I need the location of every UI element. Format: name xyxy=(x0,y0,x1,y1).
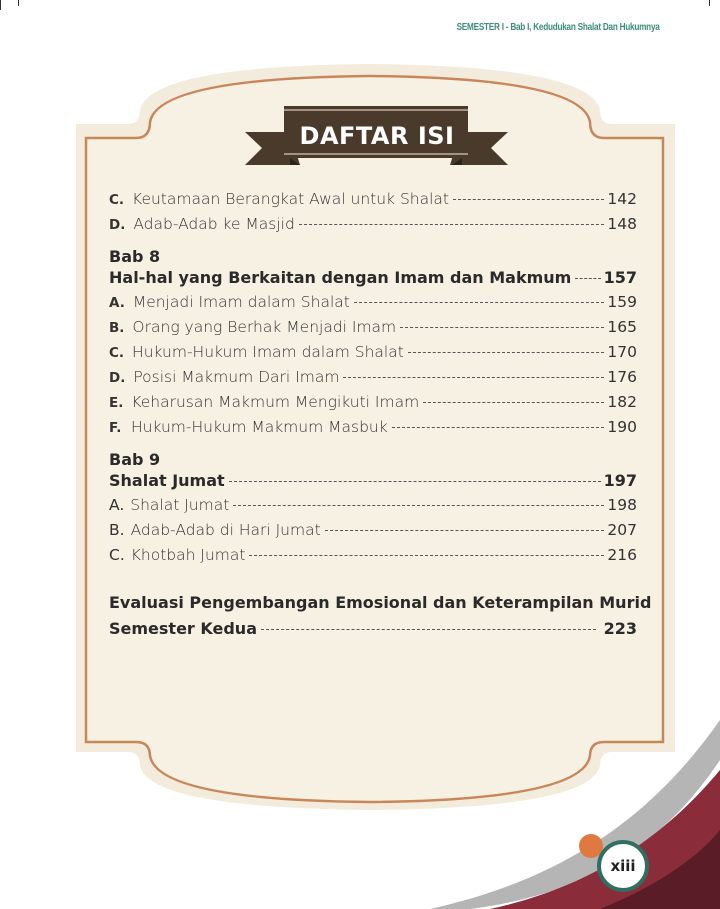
dot-leader xyxy=(261,629,596,630)
toc-entry[interactable]: C. Keutamaan Berangkat Awal untuk Shalat 142 xyxy=(109,190,637,208)
spacer xyxy=(109,571,637,593)
dot-leader xyxy=(229,481,601,482)
dot-leader xyxy=(392,427,605,428)
dot-leader xyxy=(233,505,604,506)
toc-entry[interactable]: D. Adab-Adab ke Masjid 148 xyxy=(109,215,637,233)
toc-title: DAFTAR ISI xyxy=(299,122,455,150)
dot-leader xyxy=(299,224,605,225)
page-number: xiii xyxy=(597,840,649,892)
dot-leader xyxy=(354,302,605,303)
chapter-label: Bab 9 xyxy=(109,450,161,469)
toc-entry[interactable]: F. Hukum-Hukum Makmum Masbuk 190 xyxy=(109,418,637,436)
dot-leader xyxy=(575,278,600,279)
table-of-contents xyxy=(109,190,652,645)
evaluation-entry[interactable]: Semester Kedua 223 xyxy=(109,619,637,638)
dot-leader xyxy=(325,530,605,531)
dot-leader xyxy=(423,402,604,403)
toc-entry[interactable]: C. Hukum-Hukum Imam dalam Shalat 170 xyxy=(109,343,637,361)
toc-entry[interactable]: B. Adab-Adab di Hari Jumat 207 xyxy=(109,521,637,539)
toc-entry[interactable]: E. Keharusan Makmum Mengikuti Imam 182 xyxy=(109,393,637,411)
toc-entry[interactable]: A. Shalat Jumat 198 xyxy=(109,496,637,514)
toc-entry[interactable]: C. Khotbah Jumat 216 xyxy=(109,546,637,564)
chapter-label: Bab 8 xyxy=(109,247,161,266)
chapter-entry[interactable]: Shalat Jumat 197 xyxy=(109,471,637,490)
dot-leader xyxy=(249,555,604,556)
dot-leader xyxy=(400,327,604,328)
dot-leader xyxy=(343,377,604,378)
toc-entry[interactable]: A. Menjadi Imam dalam Shalat 159 xyxy=(109,293,637,311)
running-header: SEMESTER I - Bab I, Kedudukan Shalat Dan Hukumnya xyxy=(456,22,660,33)
toc-entry[interactable]: B. Orang yang Berhak Menjadi Imam 165 xyxy=(109,318,637,336)
dot-leader xyxy=(408,352,605,353)
dot-leader xyxy=(453,199,604,200)
evaluation-heading: Evaluasi Pengembangan Emosional dan Keterampilan Murid xyxy=(109,593,652,612)
chapter-entry[interactable]: Hal-hal yang Berkaitan dengan Imam dan Makmum 157 xyxy=(109,268,637,287)
toc-entry[interactable]: D. Posisi Makmum Dari Imam 176 xyxy=(109,368,637,386)
